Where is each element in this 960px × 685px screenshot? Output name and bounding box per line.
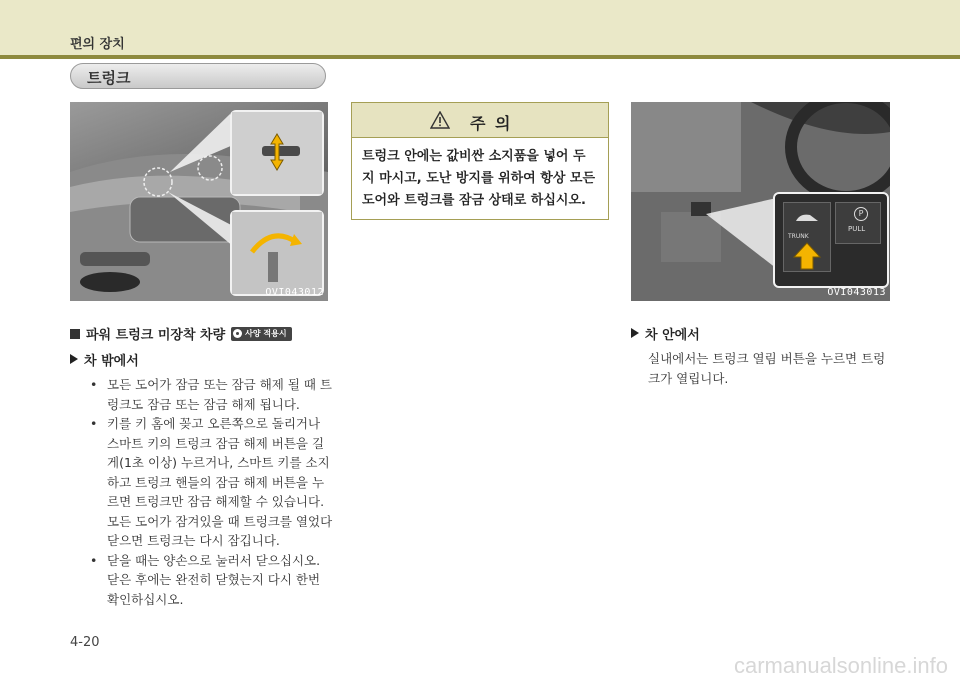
trunk-button-inset <box>773 192 889 288</box>
subheading-inside-text: 차 안에서 <box>645 328 700 343</box>
subheading-outside-text: 차 밖에서 <box>84 354 139 369</box>
feature-heading-text: 파워 트렁크 미장착 차량 <box>86 328 226 343</box>
trunk-button-label: TRUNK <box>788 233 809 240</box>
outside-bullet-list <box>90 375 336 609</box>
header-divider <box>0 55 960 59</box>
pull-label: PULL <box>848 225 866 233</box>
parking-icon: P <box>854 207 868 221</box>
triangle-bullet-icon <box>70 354 78 364</box>
subheading-outside <box>70 350 139 369</box>
trunk-open-button <box>783 202 831 272</box>
section-title: 트렁크 <box>87 69 131 87</box>
caution-box <box>351 102 609 220</box>
subheading-inside <box>631 324 700 343</box>
list-item: • 키를 키 홈에 꽂고 오른쪽으로 돌리거나 스마트 키의 트렁크 잠금 해제 버튼을 길게(1초 이상) 누르거나, 스마트 키를 소지하고 트렁크 핸들의 잠금 해제 버튼을 누르면 트렁크만 잠금 해제할 수 있습니다. 모든 도어가 잠겨있을 때 트렁크를 열었다 닫으면 트렁크는 다시 잠깁니다. <box>90 414 336 551</box>
list-item: • 닫을 때는 양손으로 눌러서 닫으십시오. 닫은 후에는 완전히 닫혔는지 다시 한번 확인하십시오. <box>90 551 336 610</box>
page-number: 4-20 <box>70 635 100 650</box>
list-item: • 모든 도어가 잠금 또는 잠금 해제 될 때 트렁크도 잠금 또는 잠금 해제 됩니다. <box>90 375 336 414</box>
figure-code: OVI043013 <box>827 287 886 298</box>
option-badge <box>231 327 291 341</box>
watermark: carmanualsonline.info <box>733 653 948 678</box>
chapter-title: 편의 장치 <box>70 37 125 52</box>
trunk-exterior-photo <box>70 102 328 301</box>
square-bullet-icon <box>70 329 80 339</box>
caution-header <box>352 103 608 138</box>
caution-title: 주 의 <box>470 114 513 133</box>
parking-brake-button <box>835 202 881 244</box>
inside-paragraph: 실내에서는 트렁크 열림 버튼을 누르면 트렁크가 열립니다. <box>648 351 886 386</box>
arrow-up-icon <box>784 241 830 271</box>
header-band <box>0 0 960 55</box>
trunk-interior-photo <box>631 102 890 301</box>
option-badge-text: 사양 적용시 <box>245 329 287 338</box>
triangle-bullet-icon <box>631 328 639 338</box>
section-title-pill <box>70 63 326 89</box>
key-slot-inset <box>230 210 324 296</box>
feature-heading <box>70 324 292 343</box>
warning-triangle-icon <box>430 111 450 129</box>
trunk-handle-inset <box>230 110 324 196</box>
trunk-car-icon <box>784 203 830 233</box>
option-icon <box>233 329 242 338</box>
caution-text: 트렁크 안에는 값비싼 소지품을 넣어 두지 마시고, 도난 방지를 위하여 항상 모든 도어와 트렁크를 잠금 상태로 하십시오. <box>362 149 596 208</box>
figure-code: OVI043012 <box>265 287 324 298</box>
